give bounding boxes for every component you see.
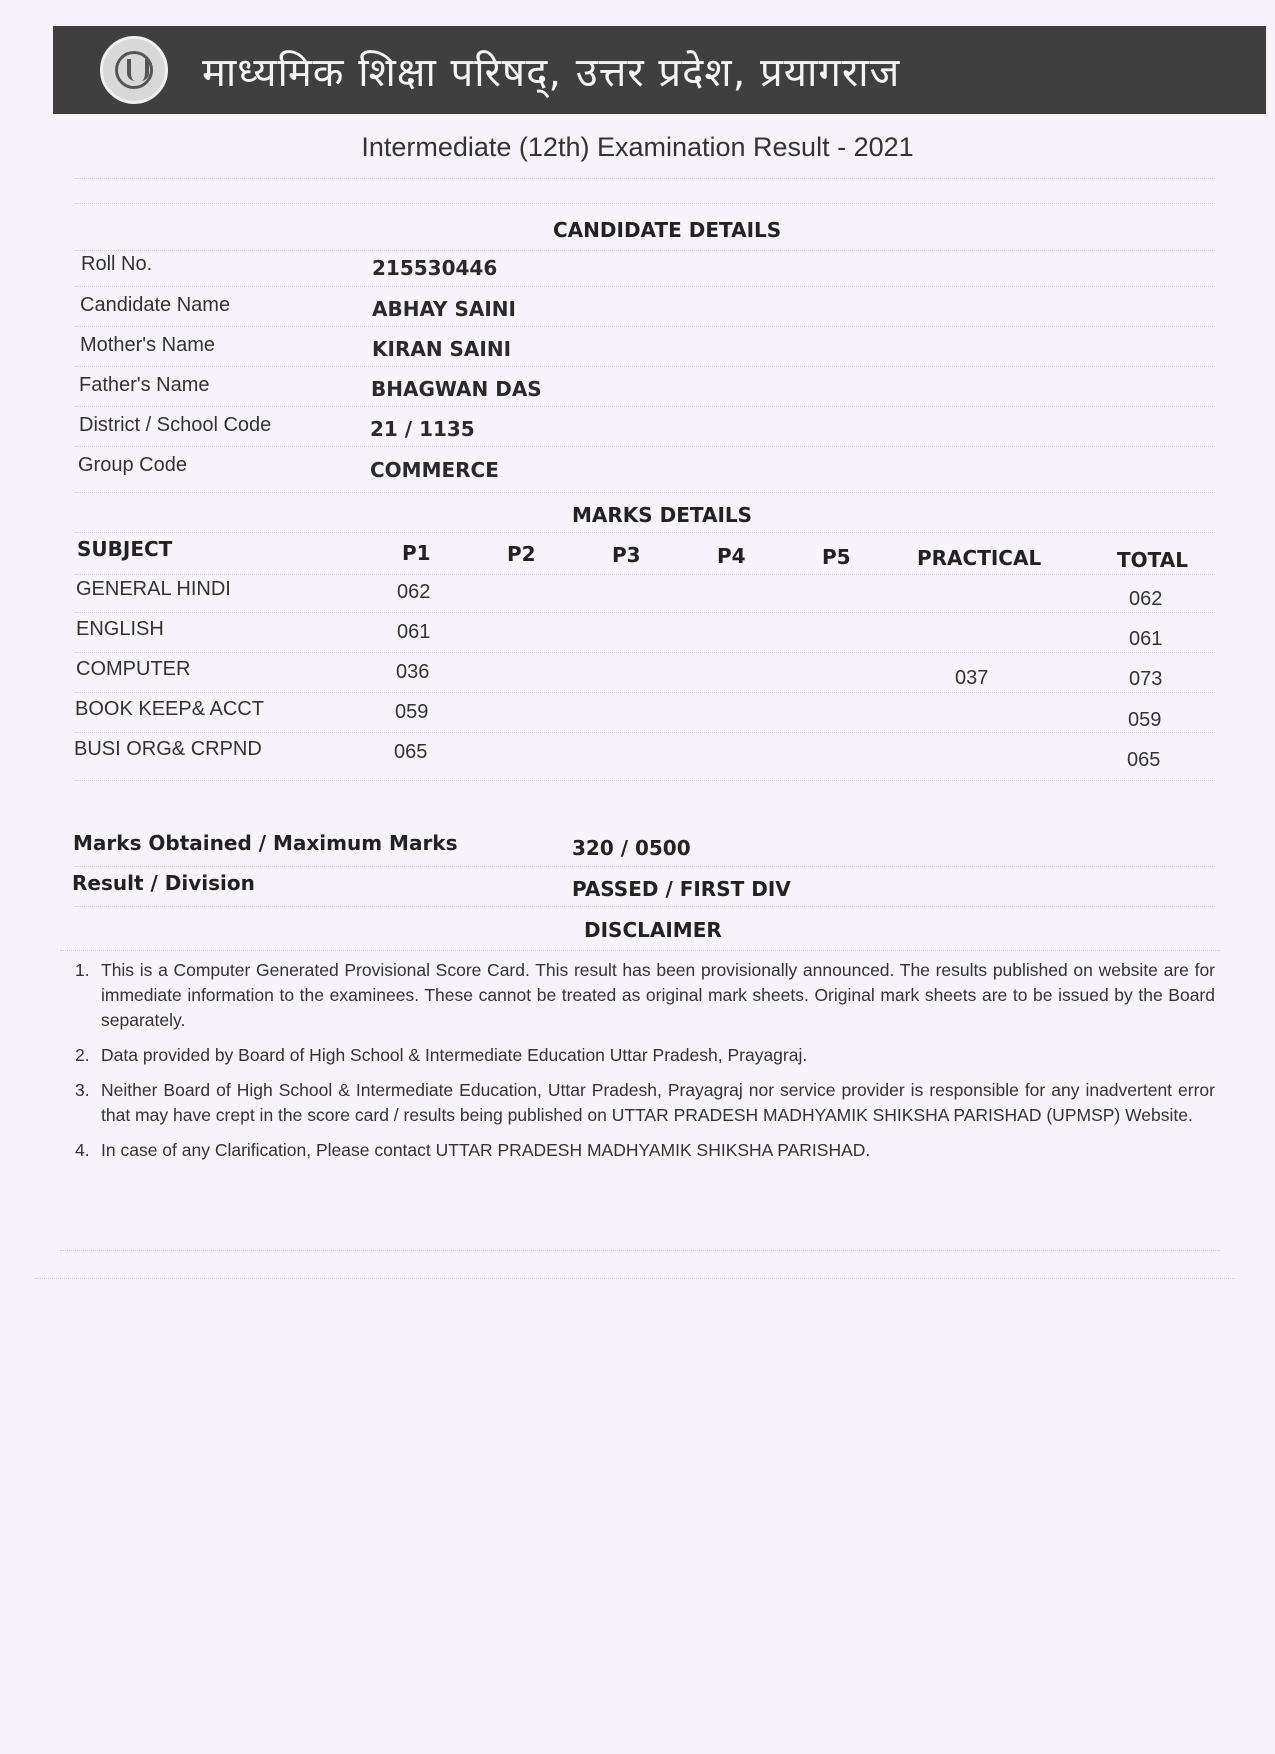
board-name: माध्यमिक शिक्षा परिषद्, उत्तर प्रदेश, प्रयागराज bbox=[202, 49, 901, 96]
divider bbox=[60, 950, 1220, 951]
col-p2: P2 bbox=[507, 542, 536, 566]
district-school-code-label: District / School Code bbox=[79, 414, 272, 436]
mothers-name-value: KIRAN SAINI bbox=[372, 337, 512, 361]
divider bbox=[75, 866, 1215, 867]
practical-cell: 037 bbox=[955, 667, 989, 689]
p1-cell: 062 bbox=[397, 581, 431, 603]
disclaimer-list bbox=[75, 958, 1215, 1173]
total-cell: 059 bbox=[1128, 709, 1162, 731]
p1-cell: 059 bbox=[395, 701, 429, 723]
divider bbox=[75, 178, 1215, 179]
subject-cell: GENERAL HINDI bbox=[76, 578, 231, 600]
district-school-code-value: 21 / 1135 bbox=[370, 417, 475, 441]
divider bbox=[75, 446, 1215, 447]
candidate-details-heading: CANDIDATE DETAILS bbox=[553, 218, 782, 242]
col-p4: P4 bbox=[717, 544, 746, 568]
col-p5: P5 bbox=[822, 545, 851, 569]
disclaimer-item bbox=[75, 958, 1215, 1033]
col-practical: PRACTICAL bbox=[917, 546, 1042, 570]
roll-no-value: 215530446 bbox=[372, 256, 498, 280]
marks-obtained-value: 320 / 0500 bbox=[572, 836, 691, 860]
divider bbox=[75, 612, 1215, 613]
disclaimer-heading: DISCLAIMER bbox=[584, 918, 722, 942]
candidate-name-value: ABHAY SAINI bbox=[372, 297, 516, 321]
divider bbox=[75, 780, 1215, 781]
subject-cell: BOOK KEEP& ACCT bbox=[75, 698, 264, 720]
divider bbox=[35, 1278, 1235, 1279]
divider bbox=[75, 250, 1215, 251]
exam-title: Intermediate (12th) Examination Result - 2021 bbox=[361, 132, 914, 162]
total-cell: 062 bbox=[1129, 588, 1163, 610]
candidate-name-label: Candidate Name bbox=[80, 294, 231, 316]
divider bbox=[75, 574, 1215, 575]
divider bbox=[75, 652, 1215, 653]
divider bbox=[60, 1250, 1220, 1251]
result-division-value: PASSED / FIRST DIV bbox=[572, 877, 791, 901]
divider bbox=[75, 326, 1215, 327]
subject-cell: BUSI ORG& CRPND bbox=[74, 738, 262, 760]
subject-cell: ENGLISH bbox=[76, 618, 164, 640]
total-cell: 065 bbox=[1127, 749, 1161, 771]
fathers-name-label: Father's Name bbox=[79, 374, 210, 396]
group-code-value: COMMERCE bbox=[370, 458, 499, 482]
divider bbox=[75, 906, 1215, 907]
disclaimer-item bbox=[75, 1078, 1215, 1128]
disclaimer-number: 4. bbox=[75, 1140, 90, 1160]
disclaimer-text: This is a Computer Generated Provisional Score Card. This result has been provisionally announced. The results published on website are for immediate information to the examinees. These cannot be treated as original mark sheets. Original mark sheets are to be issued by the Board separately. bbox=[101, 960, 1215, 1030]
divider bbox=[75, 532, 1215, 533]
disclaimer-text: Data provided by Board of High School & Intermediate Education Uttar Pradesh, Prayagraj. bbox=[101, 1045, 808, 1065]
roll-no-label: Roll No. bbox=[81, 253, 153, 275]
disclaimer-number: 1. bbox=[75, 960, 90, 980]
marks-details-heading: MARKS DETAILS bbox=[572, 503, 753, 527]
total-cell: 073 bbox=[1129, 668, 1163, 690]
p1-cell: 036 bbox=[396, 661, 430, 683]
disclaimer-text: Neither Board of High School & Intermediate Education, Uttar Pradesh, Prayagraj nor service provider is responsible for any inadvertent error that may have crept in the score card / results being published on UTTAR PRADESH MADHYAMIK SHIKSHA PARISHAD (UPMSP) Website. bbox=[101, 1080, 1215, 1125]
subject-cell: COMPUTER bbox=[76, 658, 191, 680]
p1-cell: 061 bbox=[397, 621, 431, 643]
fathers-name-value: BHAGWAN DAS bbox=[371, 377, 542, 401]
divider bbox=[75, 366, 1215, 367]
disclaimer-item bbox=[75, 1138, 1215, 1163]
divider bbox=[75, 203, 1215, 204]
marks-obtained-label: Marks Obtained / Maximum Marks bbox=[73, 831, 458, 855]
p1-cell: 065 bbox=[394, 741, 428, 763]
disclaimer-text: In case of any Clarification, Please contact UTTAR PRADESH MADHYAMIK SHIKSHA PARISHAD. bbox=[101, 1140, 871, 1160]
disclaimer-item bbox=[75, 1043, 1215, 1068]
mothers-name-label: Mother's Name bbox=[80, 334, 215, 356]
col-p1: P1 bbox=[402, 541, 431, 565]
col-p3: P3 bbox=[612, 543, 641, 567]
result-division-label: Result / Division bbox=[72, 871, 255, 895]
group-code-label: Group Code bbox=[78, 454, 187, 476]
divider bbox=[75, 406, 1215, 407]
divider bbox=[75, 286, 1215, 287]
col-subject: SUBJECT bbox=[77, 537, 173, 561]
divider bbox=[75, 692, 1215, 693]
divider bbox=[75, 492, 1215, 493]
col-total: TOTAL bbox=[1117, 548, 1188, 572]
board-header bbox=[53, 26, 1266, 114]
total-cell: 061 bbox=[1129, 628, 1163, 650]
disclaimer-number: 3. bbox=[75, 1080, 90, 1100]
divider bbox=[75, 732, 1215, 733]
disclaimer-number: 2. bbox=[75, 1045, 90, 1065]
up-government-emblem-icon bbox=[100, 36, 168, 104]
